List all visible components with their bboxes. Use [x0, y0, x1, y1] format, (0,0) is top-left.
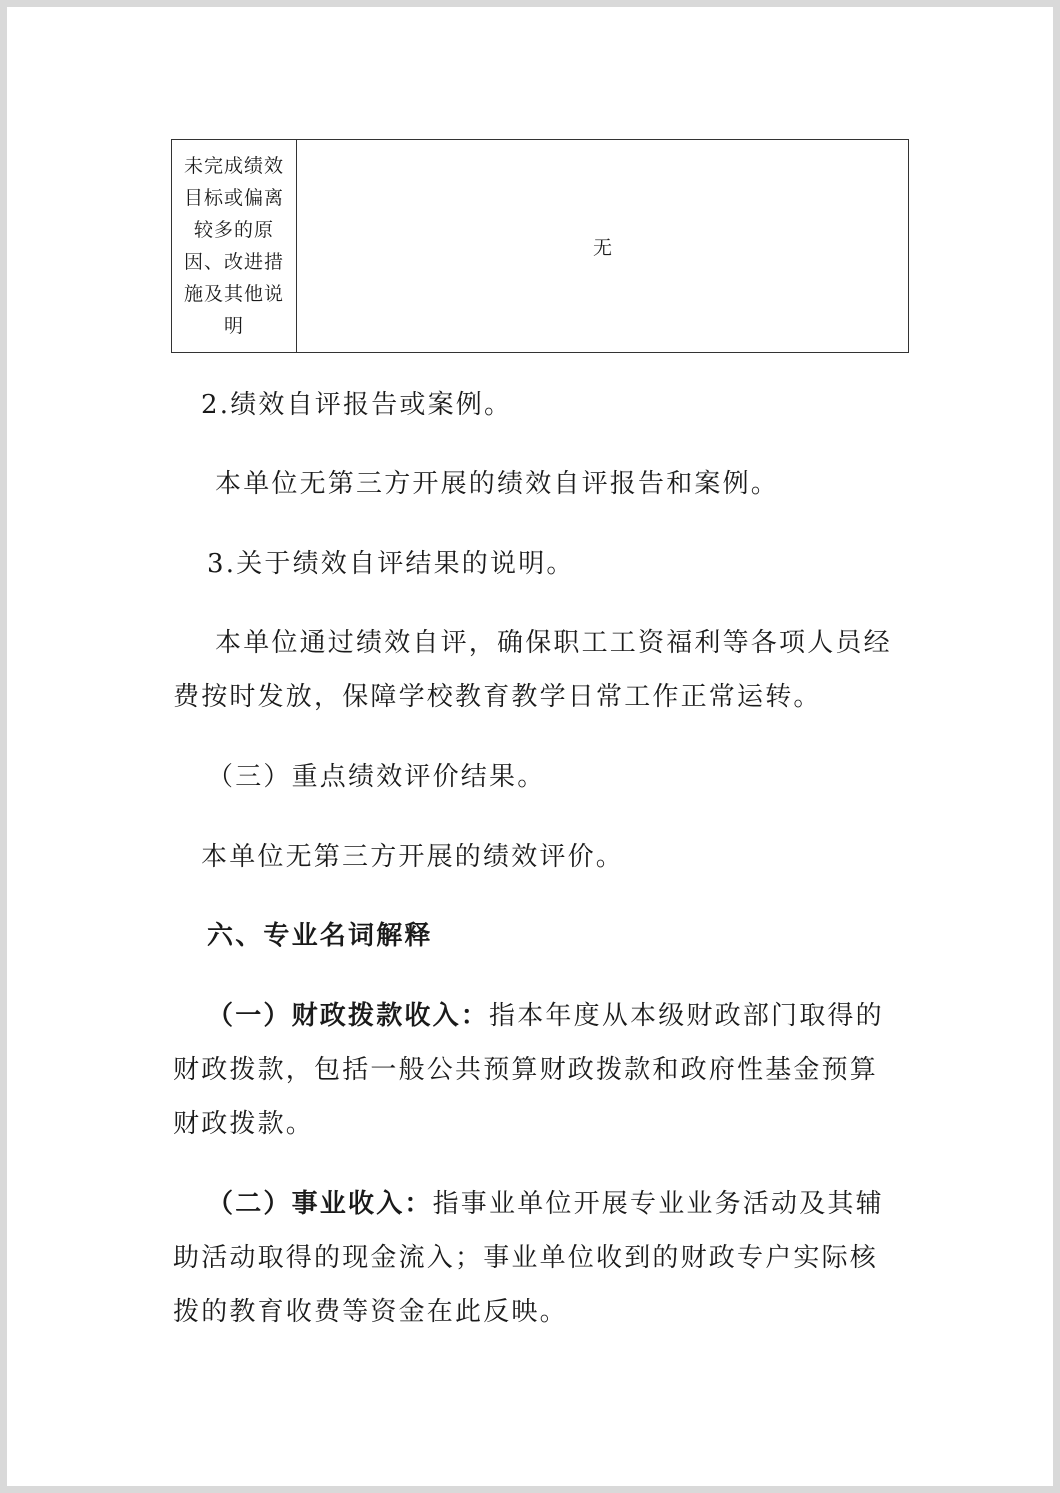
table-value-cell [297, 140, 908, 352]
section-heading-terminology: 六、专业名词解释 [207, 921, 433, 951]
paragraph-key-evaluation-heading: （三）重点绩效评价结果。 [207, 762, 546, 792]
paragraph-results-explanation-line2: 费按时发放，保障学校教育教学日常工作正常运转。 [173, 682, 822, 712]
definition-fiscal-appropriation-line3: 财政拨款。 [173, 1109, 315, 1139]
definition-fiscal-appropriation-line1 [207, 989, 884, 1043]
definition-business-income-line1 [207, 1177, 884, 1231]
definition-fiscal-appropriation-line2: 财政拨款，包括一般公共预算财政拨款和政府性基金预算 [173, 1055, 879, 1085]
definition-text: 指本年度从本级财政部门取得的 [489, 1001, 884, 1031]
definition-business-income-line3: 拨的教育收费等资金在此反映。 [173, 1297, 568, 1327]
evaluation-table [171, 139, 909, 353]
definition-term-business-income: （二）事业收入： [207, 1189, 433, 1219]
paragraph-no-third-party-evaluation: 本单位无第三方开展的绩效评价。 [201, 842, 625, 872]
table-label-cell [172, 140, 297, 352]
definition-term-fiscal-appropriation: （一）财政拨款收入： [207, 1001, 490, 1031]
paragraph-self-eval-report-heading: 2.绩效自评报告或案例。 [201, 390, 513, 420]
definition-business-income-line2: 助活动取得的现金流入；事业单位收到的财政专户实际核 [173, 1243, 879, 1273]
definition-text: 指事业单位开展专业业务活动及其辅 [432, 1189, 884, 1219]
table-value-text: 无 [592, 236, 612, 259]
paragraph-results-explanation-heading: 3.关于绩效自评结果的说明。 [207, 549, 575, 579]
paragraph-results-explanation-line1: 本单位通过绩效自评，确保职工工资福利等各项人员经 [215, 628, 892, 658]
paragraph-no-third-party-report: 本单位无第三方开展的绩效自评报告和案例。 [215, 469, 780, 499]
table-label-text: 未完成绩效 目标或偏离 较多的原 因、改进措 施及其他说 明 [183, 155, 284, 337]
